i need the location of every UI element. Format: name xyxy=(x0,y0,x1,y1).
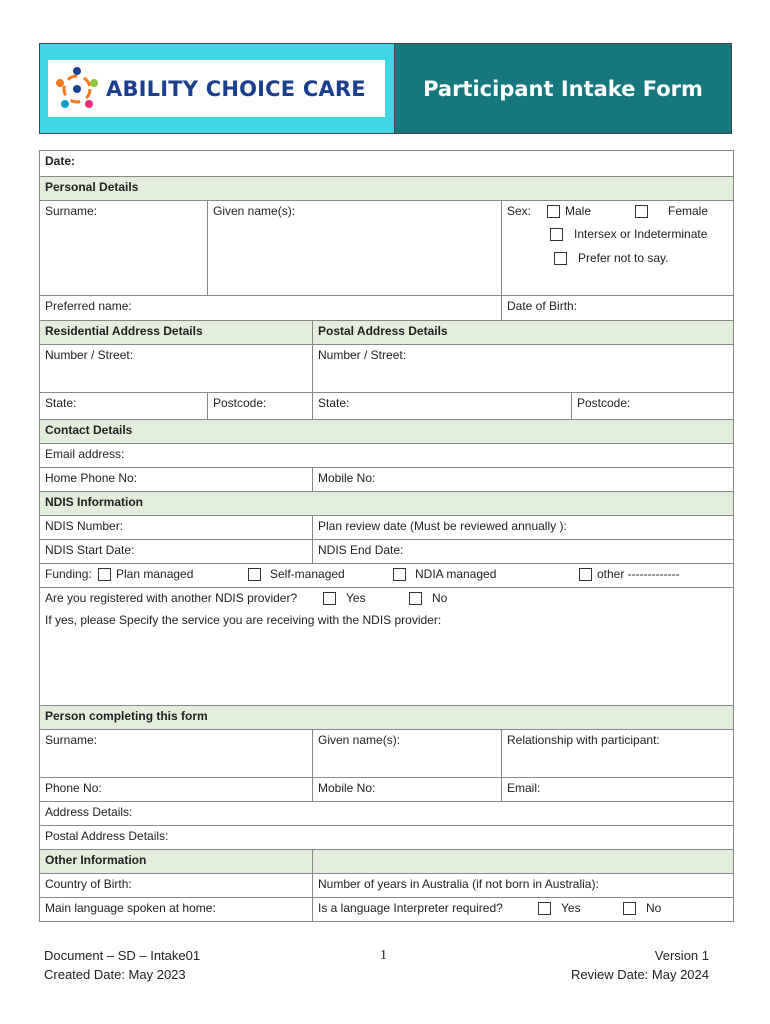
dob-field[interactable]: Date of Birth: xyxy=(502,296,734,321)
checkbox-icon xyxy=(550,228,563,241)
res-postcode-field[interactable]: Postcode: xyxy=(208,393,313,420)
plan-managed-option[interactable]: Plan managed xyxy=(95,567,193,581)
checkbox-icon xyxy=(393,568,406,581)
footer-right xyxy=(571,946,709,984)
ndis-info-heading: NDIS Information xyxy=(40,492,734,516)
female-option[interactable]: Female xyxy=(632,204,708,218)
res-street-field[interactable]: Number / Street: xyxy=(40,345,313,393)
checkbox-icon xyxy=(409,592,422,605)
footer-left xyxy=(44,946,200,984)
sex-field: Sex: Male Female Intersex or Indeterminate Prefer not to say. xyxy=(502,201,734,296)
completer-surname-field[interactable]: Surname: xyxy=(40,730,313,778)
postal-address-details-field[interactable]: Postal Address Details: xyxy=(40,826,734,850)
registered-yes-option[interactable]: Yes xyxy=(320,591,366,605)
postal-street-field[interactable]: Number / Street: xyxy=(313,345,734,393)
completer-email-field[interactable]: Email: xyxy=(502,778,734,802)
country-birth-field[interactable]: Country of Birth: xyxy=(40,874,313,898)
postal-address-heading: Postal Address Details xyxy=(313,321,734,345)
review-date: Review Date: May 2024 xyxy=(570,967,709,982)
res-state-field[interactable]: State: xyxy=(40,393,208,420)
address-details-field[interactable]: Address Details: xyxy=(40,802,734,826)
date-field[interactable]: Date: xyxy=(40,151,734,177)
completer-phone-field[interactable]: Phone No: xyxy=(40,778,313,802)
company-logo xyxy=(48,60,385,117)
given-name-field[interactable]: Given name(s): xyxy=(208,201,502,296)
ndis-start-field[interactable]: NDIS Start Date: xyxy=(40,540,313,564)
male-option[interactable]: Male xyxy=(544,204,591,218)
intake-form-table xyxy=(39,150,734,922)
plan-review-field[interactable]: Plan review date (Must be reviewed annually ): xyxy=(313,516,734,540)
form-title: Participant Intake Form xyxy=(423,76,703,101)
funding-row: Funding: Plan managed Self-managed NDIA managed other ------------- xyxy=(40,564,734,588)
specify-service-label: If yes, please Specify the service you are receiving with the NDIS provider: xyxy=(45,613,442,627)
checkbox-icon xyxy=(635,205,648,218)
checkbox-icon xyxy=(323,592,336,605)
logo-people-icon xyxy=(54,66,100,112)
document-id: Document – SD – Intake01 xyxy=(44,948,201,963)
other-funding-option[interactable]: other ------------- xyxy=(576,567,680,581)
surname-field[interactable]: Surname: xyxy=(40,201,208,296)
interpreter-field: Is a language Interpreter required? Yes No xyxy=(313,898,734,922)
ndia-managed-option[interactable]: NDIA managed xyxy=(390,567,496,581)
checkbox-icon xyxy=(547,205,560,218)
checkbox-icon xyxy=(538,902,551,915)
checkbox-icon xyxy=(98,568,111,581)
prefer-not-option[interactable]: Prefer not to say. xyxy=(551,251,669,265)
self-managed-option[interactable]: Self-managed xyxy=(245,567,345,581)
title-area xyxy=(395,44,731,133)
postal-state-field[interactable]: State: xyxy=(313,393,572,420)
relationship-field[interactable]: Relationship with participant: xyxy=(502,730,734,778)
mobile-field[interactable]: Mobile No: xyxy=(313,468,734,492)
page-number: 1 xyxy=(380,948,387,963)
registered-no-option[interactable]: No xyxy=(406,591,447,605)
personal-details-heading: Personal Details xyxy=(40,177,734,201)
version: Version 1 xyxy=(654,948,709,963)
checkbox-icon xyxy=(554,252,567,265)
checkbox-icon xyxy=(623,902,636,915)
contact-details-heading: Contact Details xyxy=(40,420,734,444)
completer-given-field[interactable]: Given name(s): xyxy=(313,730,502,778)
intersex-option[interactable]: Intersex or Indeterminate xyxy=(547,227,707,241)
other-info-heading: Other Information xyxy=(40,850,313,874)
interpreter-no-option[interactable]: No xyxy=(620,901,661,915)
logo-text: ABILITY CHOICE CARE xyxy=(106,76,366,101)
person-completing-heading: Person completing this form xyxy=(40,706,734,730)
postal-postcode-field[interactable]: Postcode: xyxy=(572,393,734,420)
ndis-number-field[interactable]: NDIS Number: xyxy=(40,516,313,540)
other-info-heading-blank xyxy=(313,850,734,874)
residential-address-heading: Residential Address Details xyxy=(40,321,313,345)
home-phone-field[interactable]: Home Phone No: xyxy=(40,468,313,492)
other-provider-section[interactable]: Are you registered with another NDIS provider? Yes No If yes, please Specify the service you are receiving with the NDIS provider: xyxy=(40,588,734,706)
ndis-end-field[interactable]: NDIS End Date: xyxy=(313,540,734,564)
main-language-field[interactable]: Main language spoken at home: xyxy=(40,898,313,922)
preferred-name-field[interactable]: Preferred name: xyxy=(40,296,502,321)
checkbox-icon xyxy=(248,568,261,581)
completer-mobile-field[interactable]: Mobile No: xyxy=(313,778,502,802)
checkbox-icon xyxy=(579,568,592,581)
logo-area xyxy=(40,44,395,133)
interpreter-yes-option[interactable]: Yes xyxy=(535,901,581,915)
form-header xyxy=(39,43,732,134)
created-date: Created Date: May 2023 xyxy=(44,967,186,982)
email-field[interactable]: Email address: xyxy=(40,444,734,468)
years-australia-field[interactable]: Number of years in Australia (if not born in Australia): xyxy=(313,874,734,898)
